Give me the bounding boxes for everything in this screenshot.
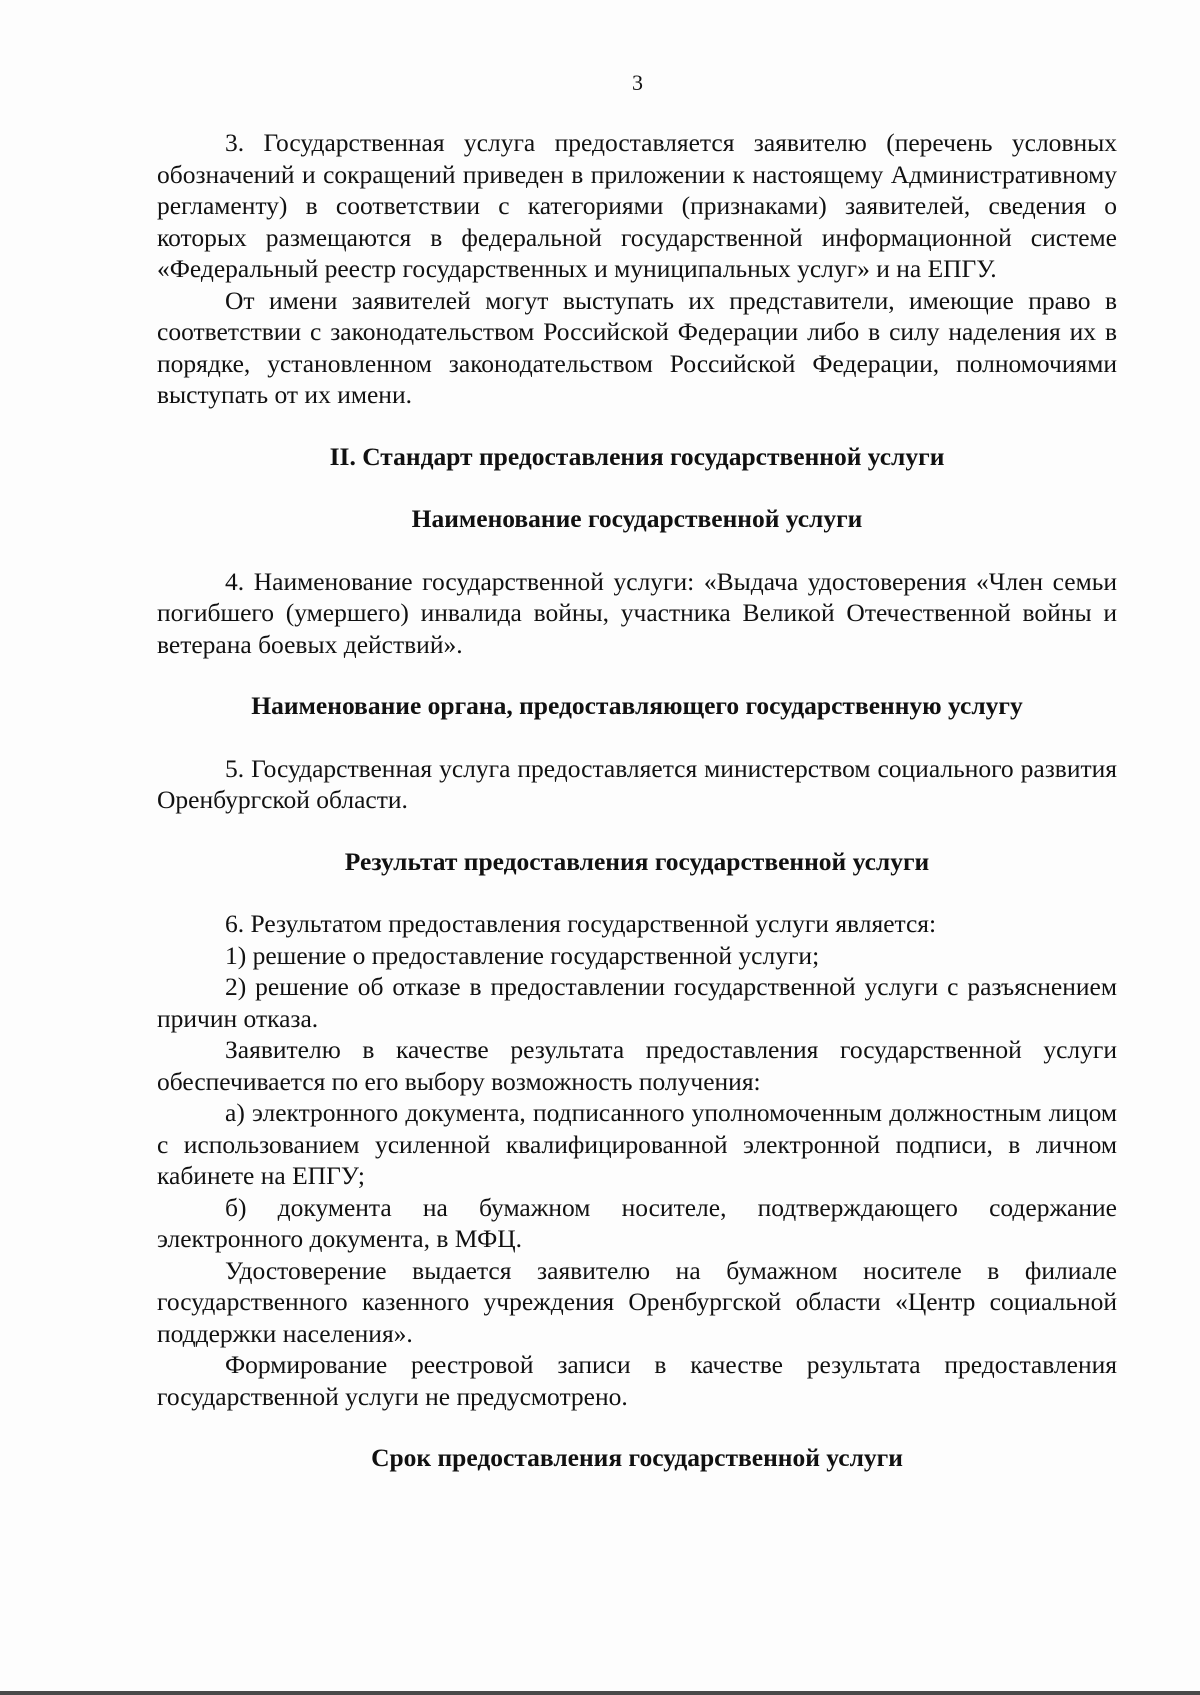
page-number: 3 <box>632 70 643 95</box>
paragraph-representatives: От имени заявителей могут выступать их представители, имеющие право в соответствии с законодательством Российской Федерации либо в силу наделения их в порядке, установленном законодательством Российской Федерации, полномочиями выступать от их имени. <box>157 285 1117 409</box>
heading-result: Результат предоставления государственной услуги <box>344 846 930 876</box>
heading-service-name: Наименование государственной услуги <box>411 504 863 533</box>
document-body <box>157 127 1117 1474</box>
scan-bottom-edge <box>0 1691 1200 1695</box>
paragraph-6: 6. Результатом предоставления государственной услуги является: <box>225 909 937 938</box>
paragraph-option-b: б) документа на бумажном носителе, подтверждающего содержание электронного документа, в МФЦ. <box>157 1192 1117 1253</box>
paragraph-result-options: Заявителю в качестве результата предоставления государственной услуги обеспечивается по его выбору возможность получения: <box>157 1035 1117 1096</box>
paragraph-3: 3. Государственная услуга предоставляется заявителю (перечень условных обозначений и сокращений приведен в приложении к настоящему Административному регламенту) в соответствии с категориями (признаками) заявителей, сведения о которых размещаются в федеральной государственной информационной системе «Федеральный реестр государственных и муниципальных услуг» и на ЕПГУ. <box>157 128 1117 283</box>
paragraph-4: 4. Наименование государственной услуги: «Выдача удостоверения «Член семьи погибшего (умершего) инвалида войны, участника Великой Отечественной войны и ветерана боевых действий». <box>157 566 1117 659</box>
section-title: II. Стандарт предоставления государственной услуги <box>329 441 945 471</box>
paragraph-certificate: Удостоверение выдается заявителю на бумажном носителе в филиале государственного казенного учреждения Оренбургской области «Центр социальной поддержки населения». <box>157 1255 1117 1348</box>
paragraph-6-item-1: 1) решение о предоставление государственной услуги; <box>225 940 820 970</box>
paragraph-5: 5. Государственная услуга предоставляется министерством социального развития Оренбургской области. <box>157 753 1117 814</box>
heading-term: Срок предоставления государственной услуги <box>371 1443 903 1472</box>
heading-authority: Наименование органа, предоставляющего государственную услугу <box>251 691 1023 720</box>
paragraph-option-a: а) электронного документа, подписанного уполномоченным должностным лицом с использованием усиленной квалифицированной электронной подписи, в личном кабинете на ЕПГУ; <box>157 1098 1117 1190</box>
paragraph-6-item-2: 2) решение об отказе в предоставлении государственной услуги с разъяснением причин отказа. <box>157 972 1117 1033</box>
paragraph-registry: Формирование реестровой записи в качестве результата предоставления государственной услуги не предусмотрено. <box>157 1350 1117 1411</box>
